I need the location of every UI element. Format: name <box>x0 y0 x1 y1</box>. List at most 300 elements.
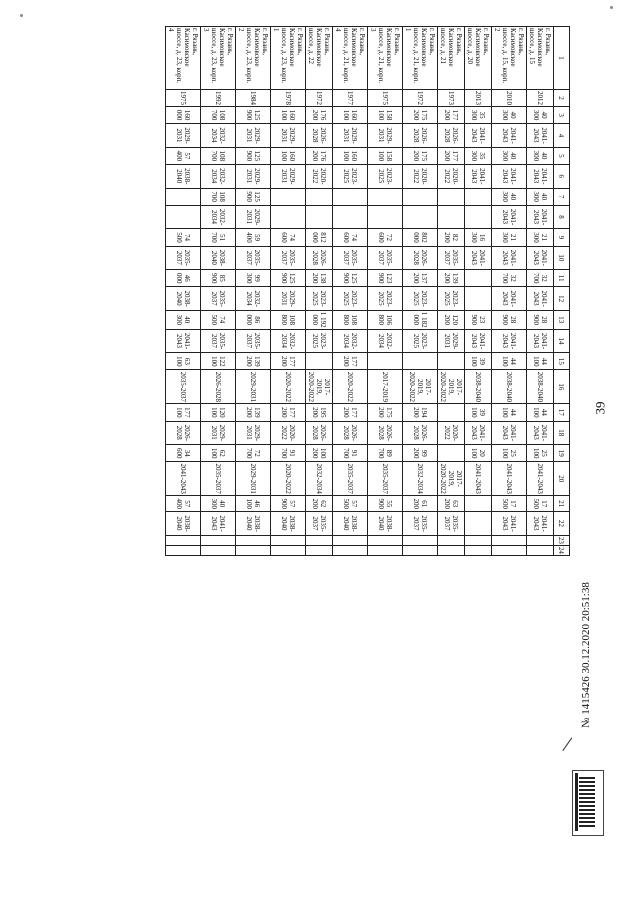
table-cell: 28 900 <box>492 310 527 329</box>
table-cell: 2026-2028 <box>306 421 333 445</box>
column-number: 6 <box>554 164 570 188</box>
table-cell <box>368 353 403 370</box>
table-cell: 20 100 <box>465 445 492 462</box>
table-row <box>201 27 236 556</box>
table-cell: 2041-2043 <box>465 462 492 496</box>
table-cell <box>465 287 492 311</box>
table-cell: 21 300 <box>492 229 527 246</box>
table-cell: 1 192 000 <box>306 310 333 329</box>
table-cell: 2041-2043 <box>492 205 527 229</box>
table-cell: 177 200 <box>333 353 368 370</box>
year-cell: 2010 <box>492 90 527 107</box>
table-cell: 57 400 <box>166 147 201 164</box>
table-cell: 100 200 <box>306 445 333 462</box>
table-cell: 40 300 <box>166 310 201 329</box>
column-number: 2 <box>554 90 570 107</box>
column-number: 9 <box>554 229 570 246</box>
year-cell: 1975 <box>368 90 403 107</box>
table-cell: 2041-2043 <box>492 421 527 445</box>
table-cell: 57 900 <box>271 496 306 512</box>
table-cell: 2029-2031 <box>166 124 201 148</box>
table-cell: 2041-2043 <box>492 246 527 270</box>
table-cell: 2035-2037 <box>166 246 201 270</box>
table-cell <box>465 270 492 287</box>
table-cell: 108 700 <box>201 107 236 124</box>
column-number: 18 <box>554 421 570 445</box>
table-cell: 40 300 <box>527 147 554 164</box>
table-cell: 2038-2040 <box>271 512 306 536</box>
column-number: 20 <box>554 462 570 496</box>
table-row <box>166 27 201 556</box>
table-cell: 2020-2022 <box>306 164 333 188</box>
table-cell: 2038-2040 <box>201 246 236 270</box>
table-cell: 2035-2037 <box>271 246 306 270</box>
table-cell <box>438 353 465 370</box>
year-cell: 1973 <box>438 90 465 107</box>
table-row <box>465 27 492 556</box>
table-cell: 2029-2031 <box>236 124 271 148</box>
table-cell: 17 500 <box>527 496 554 512</box>
table-cell: 2035-2037 <box>333 462 368 496</box>
column-number: 4 <box>554 124 570 148</box>
table-cell: 2032-2034 <box>306 462 333 496</box>
table-cell: 2026-2028 <box>403 421 438 445</box>
table-cell: 2026-2028 <box>201 370 236 404</box>
table-cell: 120 100 <box>201 404 236 421</box>
table-cell: 25 100 <box>527 445 554 462</box>
table-cell: 2032-2034 <box>201 205 236 229</box>
table-cell: 2035-2037 <box>368 246 403 270</box>
table-cell: 55 900 <box>368 496 403 512</box>
table-cell: 2017-2019, 2020-2022 <box>307 371 331 403</box>
table-cell: 32 700 <box>527 270 554 287</box>
table-cell: 125 900 <box>236 107 271 124</box>
scan-speck <box>20 14 23 17</box>
table-cell: 2041-2043 <box>527 287 554 311</box>
table-cell: 2041-2043 <box>527 462 554 496</box>
table-cell <box>271 545 306 555</box>
column-number: 7 <box>554 188 570 205</box>
table-cell: 2041-2043 <box>465 164 492 188</box>
table-cell: 2038-2040 <box>465 370 492 404</box>
table-cell: 40 300 <box>527 107 554 124</box>
table-cell: 44 100 <box>527 404 554 421</box>
address-cell: г. Рязань, Касимовское шоссе, д. 21, корп. 1 <box>403 27 438 90</box>
table-cell: 2029-2031 <box>236 164 271 188</box>
address-cell: г. Рязань, Касимовское шоссе, д. 21, корп. 4 <box>333 27 368 90</box>
table-cell <box>492 545 527 555</box>
table-cell: 139 200 <box>236 404 271 421</box>
table-cell: 2035-2037 <box>236 246 271 270</box>
table-cell: 175 200 <box>403 147 438 164</box>
year-cell: 1984 <box>236 90 271 107</box>
table-cell: 2029-2031 <box>333 124 368 148</box>
table-cell: 2038-2040 <box>166 512 201 536</box>
table-cell: 99 300 <box>236 270 271 287</box>
table-cell: 2035-2037 <box>333 246 368 270</box>
table-cell <box>403 535 438 545</box>
year-cell: 1972 <box>403 90 438 107</box>
table-cell: 2020-2022 <box>438 421 465 445</box>
table-cell: 2029-2031 <box>236 370 271 404</box>
table-cell: 812 000 <box>306 229 333 246</box>
table-cell: 2017-2019, 2020-2022 <box>439 463 463 494</box>
table-cell: 123 900 <box>368 270 403 287</box>
table-cell: 2017-2019, 2020-2022 <box>403 370 438 404</box>
table-cell: 2023-2025 <box>306 287 333 311</box>
table-cell: 63 100 <box>166 353 201 370</box>
table-cell <box>306 205 333 229</box>
table-cell: 2020-2022 <box>271 370 306 404</box>
table-cell <box>368 535 403 545</box>
table-cell: 2041-2043 <box>527 512 554 536</box>
column-number: 13 <box>554 310 570 329</box>
table-cell: 2035-2037 <box>201 462 236 496</box>
table-cell: 2020-2022 <box>333 370 368 404</box>
table-cell <box>333 205 368 229</box>
table-cell: 2023-2025 <box>306 329 333 353</box>
address-cell: г. Рязань, Касимовское шоссе, д. 22 <box>306 27 333 90</box>
table-cell: 46 000 <box>166 270 201 287</box>
table-cell: 46 100 <box>236 496 271 512</box>
table-cell: 89 700 <box>368 445 403 462</box>
table-cell: 63 200 <box>438 496 465 512</box>
table-cell: 2038-2040 <box>236 512 271 536</box>
address-cell: г. Рязань, Касимовское шоссе, д. 23, корп. 4 <box>166 27 201 90</box>
table-cell <box>166 205 201 229</box>
table-cell: 160 100 <box>333 147 368 164</box>
table-cell: 40 300 <box>201 496 236 512</box>
table-cell: 40 300 <box>492 107 527 124</box>
table-cell <box>403 353 438 370</box>
column-number: 17 <box>554 404 570 421</box>
table-cell: 2041-2043 <box>166 329 201 353</box>
table-cell <box>403 188 438 205</box>
table-cell: 2023-2025 <box>403 287 438 311</box>
table-cell: 125 900 <box>271 270 306 287</box>
table-cell <box>438 404 465 421</box>
table-cell: 2038-2040 <box>368 512 403 536</box>
column-number: 11 <box>554 270 570 287</box>
table-cell: 2023-2025 <box>368 164 403 188</box>
table-cell <box>201 545 236 555</box>
table-cell: 160 000 <box>166 107 201 124</box>
page-number: 39 <box>592 401 608 415</box>
table-cell: 2038-2040 <box>527 370 554 404</box>
table-cell: 35 300 <box>465 107 492 124</box>
table-cell: 802 000 <box>403 229 438 246</box>
address-cell: г. Рязань, Касимовское шоссе, д. 23, корп. 1 <box>271 27 306 90</box>
table-body <box>166 27 554 556</box>
table-cell <box>236 545 271 555</box>
table-cell: 61 200 <box>403 496 438 512</box>
table-cell: 160 100 <box>271 107 306 124</box>
table-row <box>403 27 438 556</box>
table-cell: 2032-2034 <box>271 329 306 353</box>
table-cell: 2032-2034 <box>368 329 403 353</box>
table-cell <box>166 535 201 545</box>
column-number: 23 <box>554 535 570 545</box>
table-cell <box>333 188 368 205</box>
table-cell: 177 200 <box>271 404 306 421</box>
table-cell: 2023-2025 <box>438 287 465 311</box>
table-cell <box>333 545 368 555</box>
table-cell: 82 200 <box>438 229 465 246</box>
table-cell: 2026-2028 <box>333 421 368 445</box>
table-cell: 21 300 <box>527 229 554 246</box>
table-cell: 2029-2031 <box>236 205 271 229</box>
address-cell: г. Рязань, Касимовское шоссе, д. 21 <box>438 27 465 90</box>
table-cell: 177 200 <box>438 107 465 124</box>
table-cell: 2020-2022 <box>438 164 465 188</box>
table-cell <box>368 545 403 555</box>
table-cell: 106 800 <box>368 310 403 329</box>
table-cell: 44 100 <box>527 353 554 370</box>
table-cell: 2029-2031 <box>201 421 236 445</box>
column-number: 10 <box>554 246 570 270</box>
column-number: 3 <box>554 107 570 124</box>
year-cell: 1972 <box>306 90 333 107</box>
table-row <box>492 27 527 556</box>
table-cell: 72 600 <box>368 229 403 246</box>
table-cell: 2032-2034 <box>236 287 271 311</box>
table-cell: 2029-2031 <box>271 164 306 188</box>
table-cell: 176 200 <box>306 147 333 164</box>
table-cell: 2041-2043 <box>527 246 554 270</box>
table-cell: 2041-2043 <box>166 462 201 496</box>
table-cell: 2035-2037 <box>438 246 465 270</box>
table-row <box>368 27 403 556</box>
table-cell: 62 100 <box>201 445 236 462</box>
table-cell: 35 300 <box>465 147 492 164</box>
table-row <box>527 27 554 556</box>
table-cell: 40 300 <box>492 188 527 205</box>
table-cell: 158 100 <box>368 107 403 124</box>
table-cell: 57 500 <box>333 496 368 512</box>
table-cell <box>527 545 554 555</box>
table-cell: 108 800 <box>271 310 306 329</box>
table-cell: 44 100 <box>492 353 527 370</box>
table-cell <box>465 188 492 205</box>
gosuslugi-logo <box>572 770 604 836</box>
table-cell <box>465 535 492 545</box>
table-cell: 2026-2028 <box>438 124 465 148</box>
table-cell: 160 100 <box>333 107 368 124</box>
table-cell: 40 300 <box>492 147 527 164</box>
table-cell: 59 400 <box>236 229 271 246</box>
table-cell: 139 200 <box>236 353 271 370</box>
table-cell: 28 900 <box>527 310 554 329</box>
table-cell <box>438 535 465 545</box>
table-cell: 2041-2043 <box>492 124 527 148</box>
table-cell: 2029-2031 <box>271 124 306 148</box>
scan-speck <box>610 6 613 9</box>
table-cell: 2041-2043 <box>465 329 492 353</box>
column-number: 12 <box>554 287 570 311</box>
table-cell: 2029-2031 <box>368 124 403 148</box>
address-cell: г. Рязань, Касимовское шоссе, д. 21, корп. 3 <box>368 27 403 90</box>
table-cell: 2023-2025 <box>403 329 438 353</box>
registration-stamp <box>580 578 604 728</box>
table-cell: 2026-2028 <box>403 124 438 148</box>
table-cell: 176 200 <box>306 107 333 124</box>
column-number: 24 <box>554 545 570 555</box>
table-cell: 74 600 <box>333 229 368 246</box>
address-cell: г. Рязань, Касимовское шоссе, д. 20 <box>465 27 492 90</box>
address-cell: г. Рязань, Касимовское шоссе, д. 23, корп. 3 <box>201 27 236 90</box>
table-cell: 2032-2034 <box>201 124 236 148</box>
table-cell: 2041-2043 <box>492 287 527 311</box>
table-cell: 74 500 <box>166 229 201 246</box>
table-cell: 39 100 <box>465 353 492 370</box>
table-row <box>236 27 271 556</box>
table-cell: 85 900 <box>201 270 236 287</box>
table-cell: 2029-2031 <box>438 329 465 353</box>
table-cell: 2041-2043 <box>527 205 554 229</box>
table-cell: 2041-2043 <box>465 124 492 148</box>
address-cell: г. Рязань, Касимовское шоссе, д. 15 <box>527 27 554 90</box>
column-number: 16 <box>554 370 570 404</box>
table-cell <box>368 205 403 229</box>
table-cell: 2041-2043 <box>465 246 492 270</box>
table-cell: 44 100 <box>492 404 527 421</box>
table-cell: 122 100 <box>201 353 236 370</box>
pen-mark <box>562 737 588 762</box>
table-cell: 2035-2037 <box>166 370 201 404</box>
table-cell <box>201 535 236 545</box>
table-cell: 2035-2037 <box>236 329 271 353</box>
table-cell <box>333 535 368 545</box>
table-cell <box>368 188 403 205</box>
table-cell: 2020-2022 <box>271 462 306 496</box>
table-cell: 2026-2028 <box>166 421 201 445</box>
column-number: 21 <box>554 496 570 512</box>
column-number: 14 <box>554 329 570 353</box>
table-cell <box>166 188 201 205</box>
column-number: 8 <box>554 205 570 229</box>
table-cell: 2041-2043 <box>492 512 527 536</box>
column-number: 1 <box>554 27 570 90</box>
year-cell: 1977 <box>333 90 368 107</box>
table-cell <box>271 188 306 205</box>
table-cell <box>438 545 465 555</box>
table-cell: 108 800 <box>333 310 368 329</box>
table-cell: 2041-2043 <box>492 462 527 496</box>
column-number: 22 <box>554 512 570 536</box>
table-cell: 2038-2040 <box>492 370 527 404</box>
table-cell <box>271 205 306 229</box>
table-cell: 62 200 <box>306 496 333 512</box>
table-row <box>271 27 306 556</box>
year-cell: 1975 <box>166 90 201 107</box>
table-cell <box>465 496 492 512</box>
table-cell: 57 400 <box>166 496 201 512</box>
table-cell: 2017-2019 <box>368 370 403 404</box>
column-number: 15 <box>554 353 570 370</box>
table-cell: 2032-2034 <box>201 164 236 188</box>
table-cell: 177 200 <box>438 147 465 164</box>
table-cell: 2035-2037 <box>403 512 438 536</box>
table-cell: 177 200 <box>271 353 306 370</box>
table-cell: 2029-2031 <box>236 421 271 445</box>
table-cell: 175 200 <box>368 404 403 421</box>
table-cell: 2035-2037 <box>201 329 236 353</box>
table-cell <box>438 188 465 205</box>
table-cell <box>236 535 271 545</box>
table-cell: 17 500 <box>492 496 527 512</box>
table-cell: 2041-2043 <box>527 329 554 353</box>
table-cell: 120 200 <box>438 310 465 329</box>
table-cell: 2029-2031 <box>271 287 306 311</box>
table-row <box>333 27 368 556</box>
table-cell: 2023-2025 <box>333 287 368 311</box>
table-cell: 160 100 <box>271 147 306 164</box>
year-cell: 1978 <box>271 90 306 107</box>
table-cell: 195 200 <box>306 404 333 421</box>
table-cell: 2026-2028 <box>306 246 333 270</box>
table-cell: 2032-2034 <box>403 462 438 496</box>
table-cell <box>271 535 306 545</box>
table-cell: 2041-2043 <box>527 164 554 188</box>
table-cell: 2041-2043 <box>527 421 554 445</box>
table-cell: 39 100 <box>465 404 492 421</box>
table-cell: 2029-2031 <box>236 462 271 496</box>
column-number-row <box>554 27 570 556</box>
table-cell: 138 200 <box>306 270 333 287</box>
table-cell: 74 500 <box>201 310 236 329</box>
table-cell: 139 200 <box>438 270 465 287</box>
table-cell: 2017-2019, 2020-2022 <box>439 371 463 403</box>
year-cell: 2013 <box>465 90 492 107</box>
table-cell: 25 100 <box>492 445 527 462</box>
table-cell: 2026-2028 <box>403 246 438 270</box>
table-cell <box>403 545 438 555</box>
table-cell: 137 200 <box>403 270 438 287</box>
column-number: 19 <box>554 445 570 462</box>
table-cell: 2026-2028 <box>368 421 403 445</box>
table-row <box>438 27 465 556</box>
table-cell <box>438 205 465 229</box>
table-cell <box>465 512 492 536</box>
table-cell <box>306 545 333 555</box>
table-cell <box>527 535 554 545</box>
table-cell: 40 300 <box>527 188 554 205</box>
stamp-text: № 1415426 30.12.2020 20:51:38 <box>580 582 592 728</box>
table-cell <box>492 535 527 545</box>
table-cell: 2041-2043 <box>492 164 527 188</box>
table-cell <box>438 445 465 462</box>
year-cell: 2012 <box>527 90 554 107</box>
table-cell <box>465 545 492 555</box>
table-cell: 125 900 <box>236 147 271 164</box>
table-cell: 2041-2043 <box>492 329 527 353</box>
table-cell <box>306 535 333 545</box>
table-cell: 2032-2034 <box>333 329 368 353</box>
table-cell: 108 700 <box>201 147 236 164</box>
table-cell: 51 700 <box>201 229 236 246</box>
table-cell: 16 300 <box>465 229 492 246</box>
table-cell: 2041-2043 <box>201 512 236 536</box>
table-cell: 2038-2040 <box>166 164 201 188</box>
table-cell: 34 600 <box>166 445 201 462</box>
table-cell <box>166 545 201 555</box>
table-cell: 2023-2025 <box>333 164 368 188</box>
table-cell: 2038-2040 <box>333 512 368 536</box>
table-cell: 125 900 <box>236 188 271 205</box>
table-cell: 99 200 <box>403 445 438 462</box>
table-row <box>306 27 333 556</box>
table-cell: 2035-2037 <box>201 287 236 311</box>
